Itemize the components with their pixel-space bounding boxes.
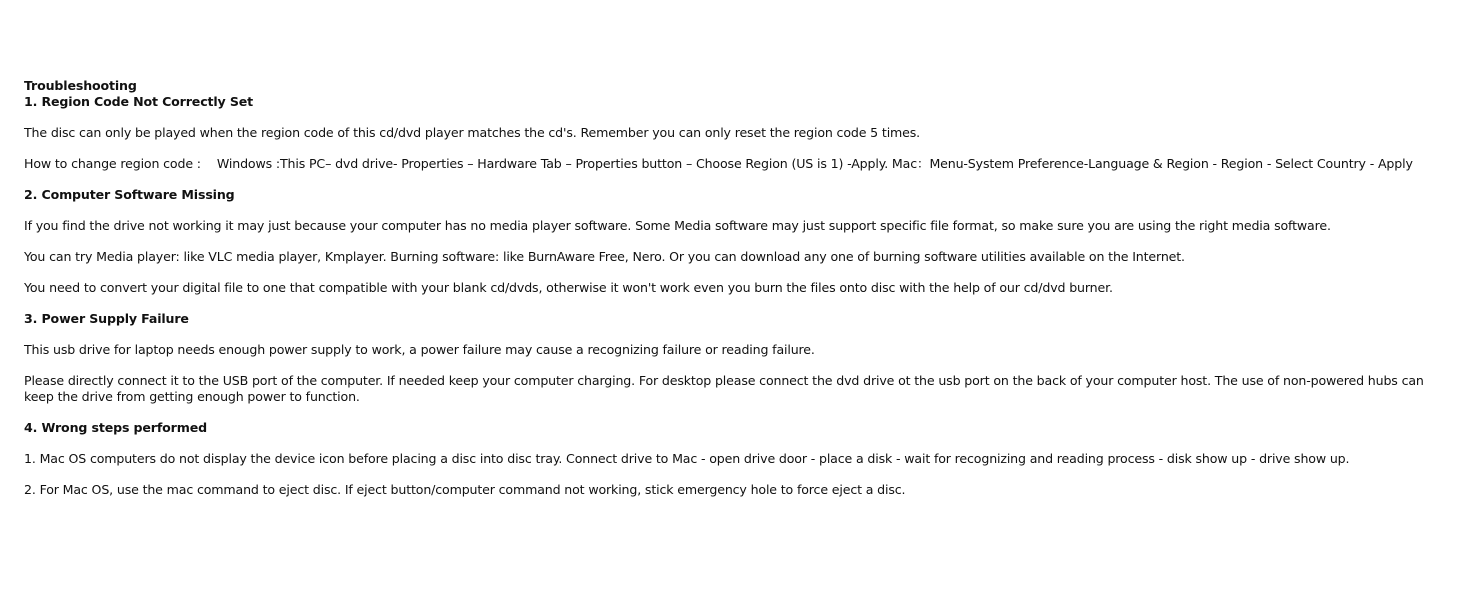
section-heading-power-supply: 3. Power Supply Failure [24,311,189,326]
document-title: Troubleshooting [24,78,137,93]
region-change-mac: Menu-System Preference-Language & Region - Region - Select Country - Apply [929,156,1413,171]
troubleshooting-document [24,78,1424,513]
section-heading-wrong-steps: 4. Wrong steps performed [24,420,207,435]
region-change-instructions [24,156,1424,172]
wrong-steps-paragraph-2: 2. For Mac OS, use the mac command to eject disc. If eject button/computer command not working, stick emergency hole to force eject a disc. [24,482,906,497]
region-change-windows: Windows :This PC– dvd drive- Properties – Hardware Tab – Properties button – Choose Region (US is 1) -Apply. [216,156,889,171]
software-paragraph-1: If you find the drive not working it may just because your computer has no media player software. Some Media software may just support specific file format, so make sure you are using the right media software. [24,218,1331,233]
power-paragraph-2: Please directly connect it to the USB port of the computer. If needed keep your computer charging. For desktop please connect the dvd drive ot the usb port on the back of your computer host. The use of non-powered hubs can keep the drive from getting enough power to function. [24,373,1424,404]
software-paragraph-3: You need to convert your digital file to one that compatible with your blank cd/dvds, otherwise it won't work even you burn the files onto disc with the help of our cd/dvd burner. [24,280,1113,295]
section-heading-region-code: 1. Region Code Not Correctly Set [24,94,254,109]
region-change-mac-label: Mac： [891,156,930,171]
region-change-label: How to change region code : [24,156,201,171]
power-paragraph-1: This usb drive for laptop needs enough power supply to work, a power failure may cause a recognizing failure or reading failure. [24,342,815,357]
region-code-paragraph: The disc can only be played when the region code of this cd/dvd player matches the cd's. Remember you can only reset the region code 5 times. [24,125,921,140]
section-heading-software-missing: 2. Computer Software Missing [24,187,235,202]
wrong-steps-paragraph-1: 1. Mac OS computers do not display the device icon before placing a disc into disc tray. Connect drive to Mac - open drive door - place a disk - wait for recognizing and reading process - disk show up - drive show up. [24,451,1350,466]
software-paragraph-2: You can try Media player: like VLC media player, Kmplayer. Burning software: like BurnAware Free, Nero. Or you can download any one of burning software utilities available on the Internet. [24,249,1185,264]
